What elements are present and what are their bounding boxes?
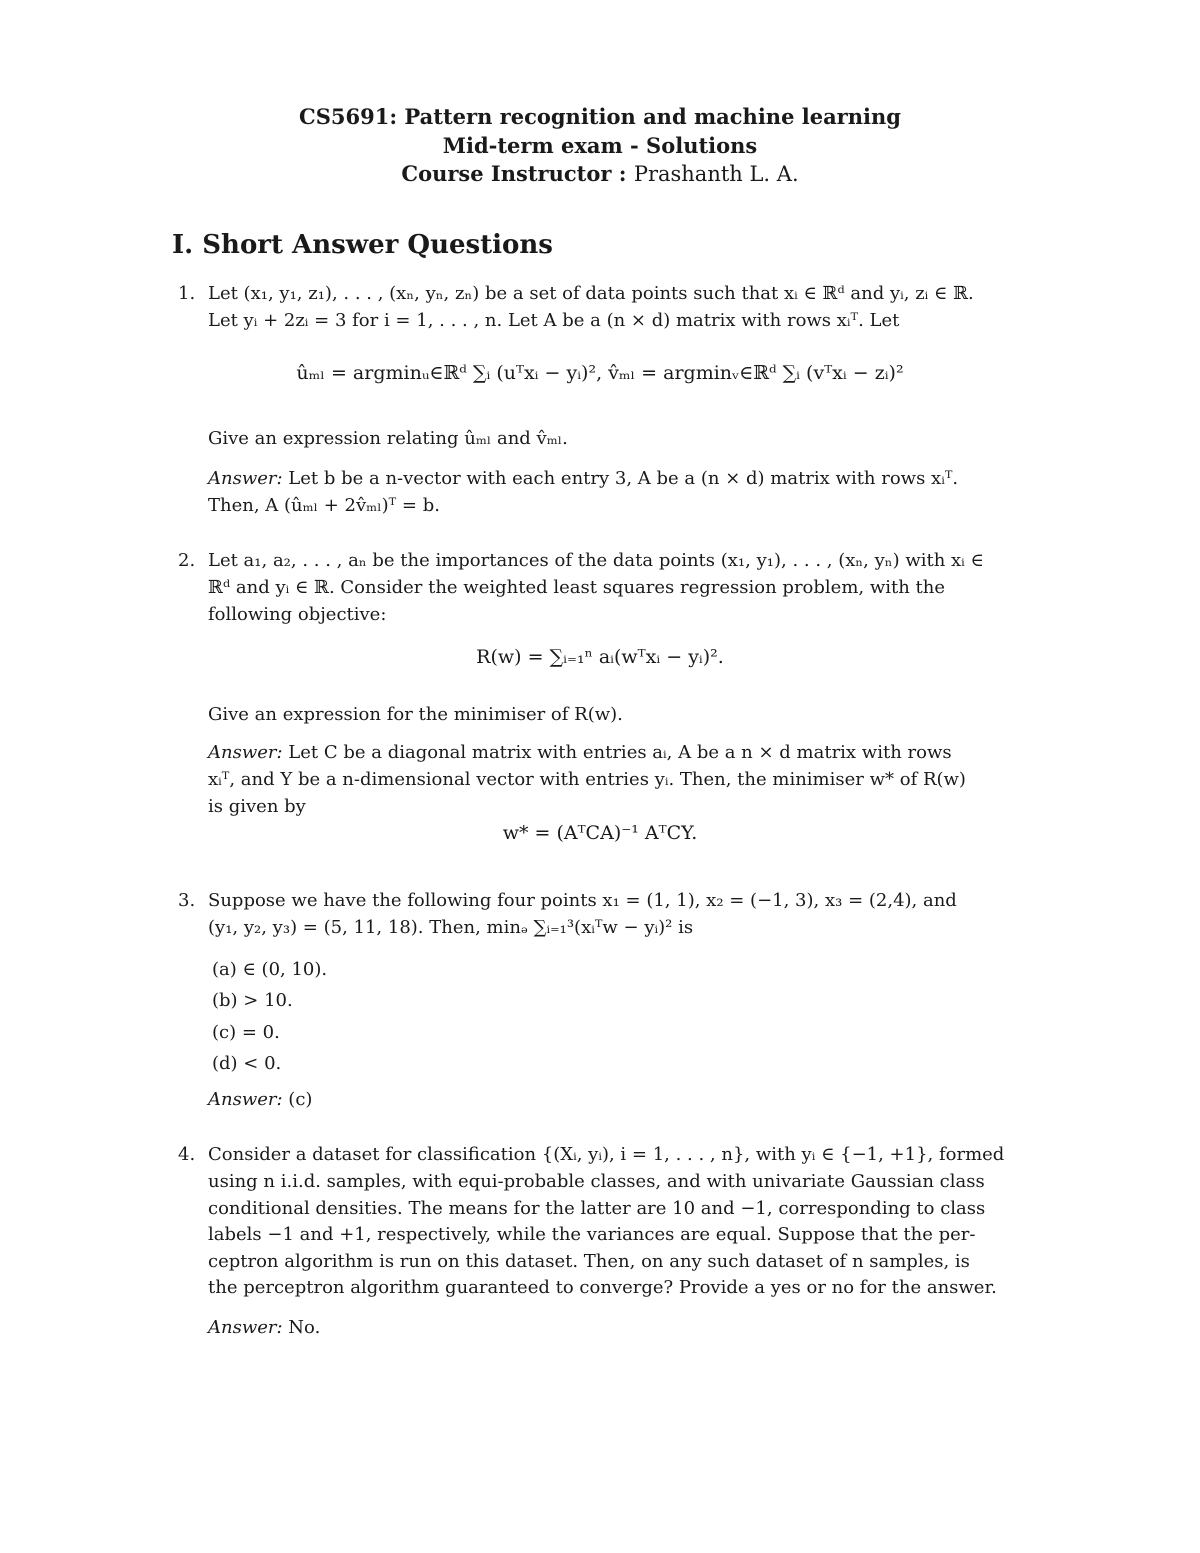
question-text-line: using n i.i.d. samples, with equi-probable classes, and with univariate Gaussian class xyxy=(208,1171,985,1192)
answer-label: Answer: xyxy=(208,742,283,763)
answer-text: No. xyxy=(288,1317,321,1338)
question-text-line: labels −1 and +1, respectively, while the variances are equal. Suppose that the per- xyxy=(208,1224,976,1245)
answer-label: Answer: xyxy=(208,468,283,489)
question-number: 2. xyxy=(178,550,196,571)
answer-text: xᵢᵀ, and Y be a n-dimensional vector with entries yᵢ. Then, the minimiser w* of R(w) xyxy=(208,769,966,790)
answer-line xyxy=(208,1089,312,1110)
question-prompt: Give an expression for the minimiser of R(w). xyxy=(208,704,623,725)
question-text-line: ℝᵈ and yᵢ ∈ ℝ. Consider the weighted least squares regression problem, with the xyxy=(208,577,946,598)
instructor-name: Prashanth L. A. xyxy=(633,162,799,186)
question-text-line: following objective: xyxy=(208,604,387,625)
equation: w* = (AᵀCA)⁻¹ AᵀCY. xyxy=(502,822,698,844)
option-d: (d) < 0. xyxy=(212,1053,282,1074)
exam-title: Mid-term exam - Solutions xyxy=(442,133,758,158)
answer-label: Answer: xyxy=(208,1089,283,1110)
question-prompt: Give an expression relating ûₘₗ and v̂ₘₗ. xyxy=(208,428,568,449)
option-a: (a) ∈ (0, 10). xyxy=(212,959,328,980)
question-text-line: (y₁, y₂, y₃) = (5, 11, 18). Then, minₔ ∑ᵢ₌₁³(xᵢᵀw − yᵢ)² is xyxy=(208,917,694,938)
answer-line xyxy=(208,742,952,763)
equation: R(w) = ∑ᵢ₌₁ⁿ aᵢ(wᵀxᵢ − yᵢ)². xyxy=(476,646,724,668)
question-text-line: Suppose we have the following four points x₁ = (1, 1), x₂ = (−1, 3), x₃ = (2,4), and xyxy=(208,890,957,911)
question-text-line: Let yᵢ + 2zᵢ = 3 for i = 1, . . . , n. Let A be a (n × d) matrix with rows xᵢᵀ. Let xyxy=(208,310,900,331)
question-text-line: the perceptron algorithm guaranteed to converge? Provide a yes or no for the answer. xyxy=(208,1277,997,1298)
answer-text: Then, A (ûₘₗ + 2v̂ₘₗ)ᵀ = b. xyxy=(208,495,440,516)
answer-label: Answer: xyxy=(208,1317,283,1338)
option-b: (b) > 10. xyxy=(212,990,293,1011)
instructor-label: Course Instructor : xyxy=(401,161,627,186)
answer-line xyxy=(208,468,958,489)
question-text-line: Let a₁, a₂, . . . , aₙ be the importances of the data points (x₁, y₁), . . . , (xₙ, yₙ) with xᵢ ∈ xyxy=(208,550,984,571)
equation: ûₘₗ = argminᵤ∈ℝᵈ ∑ᵢ (uᵀxᵢ − yᵢ)², v̂ₘₗ = argminᵥ∈ℝᵈ ∑ᵢ (vᵀxᵢ − zᵢ)² xyxy=(296,362,904,384)
question-text-line: conditional densities. The means for the latter are 10 and −1, corresponding to class xyxy=(208,1198,986,1219)
question-number: 4. xyxy=(178,1144,196,1165)
question-text-line: Consider a dataset for classification {(Xᵢ, yᵢ), i = 1, . . . , n}, with yᵢ ∈ {−1, +1}, formed xyxy=(208,1144,1005,1165)
answer-text: Let b be a n-vector with each entry 3, A be a (n × d) matrix with rows xᵢᵀ. xyxy=(288,468,959,489)
question-number: 1. xyxy=(178,283,196,304)
answer-text: is given by xyxy=(208,796,306,817)
answer-text: (c) xyxy=(288,1089,313,1110)
question-text-line: Let (x₁, y₁, z₁), . . . , (xₙ, yₙ, zₙ) be a set of data points such that xᵢ ∈ ℝᵈ and yᵢ, zᵢ ∈ ℝ. xyxy=(208,283,974,304)
section-title: I. Short Answer Questions xyxy=(172,230,553,260)
answer-text: Let C be a diagonal matrix with entries aᵢ, A be a n × d matrix with rows xyxy=(288,742,952,763)
question-text-line: ceptron algorithm is run on this dataset. Then, on any such dataset of n samples, is xyxy=(208,1251,970,1272)
question-number: 3. xyxy=(178,890,196,911)
option-c: (c) = 0. xyxy=(212,1022,280,1043)
instructor-line xyxy=(0,161,1200,186)
answer-line xyxy=(208,1317,320,1338)
course-title: CS5691: Pattern recognition and machine learning xyxy=(299,104,901,129)
